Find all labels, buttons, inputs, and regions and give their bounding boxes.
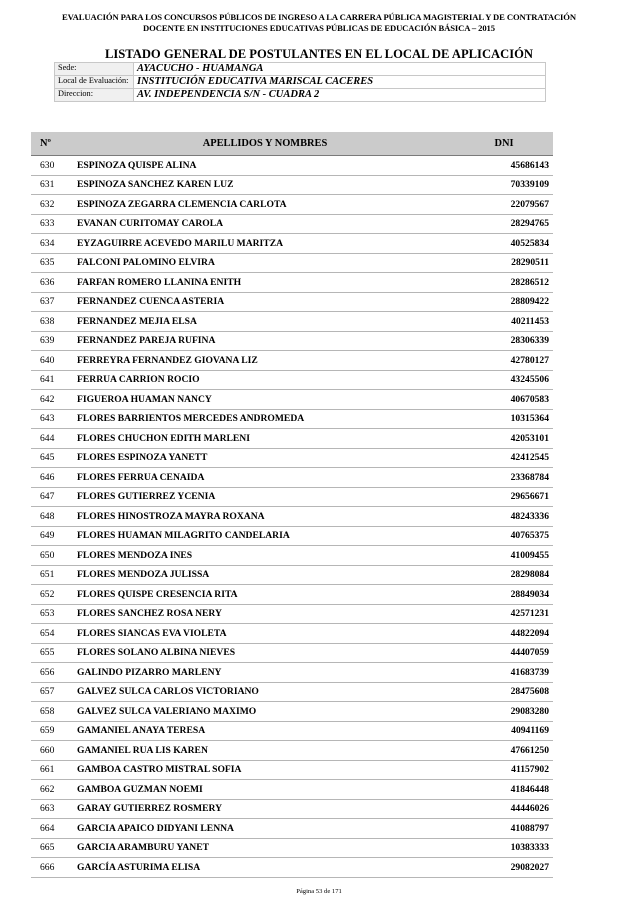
row-dni: 42780127 (455, 351, 553, 371)
table-row (31, 370, 553, 390)
row-dni: 10315364 (455, 409, 553, 429)
info-row-direccion (55, 89, 546, 102)
row-name: FARFAN ROMERO LLANINA ENITH (75, 273, 455, 293)
table-row (31, 546, 553, 566)
table-row (31, 702, 553, 722)
row-dni: 43245506 (455, 370, 553, 390)
column-header-name: APELLIDOS Y NOMBRES (75, 132, 455, 156)
table-row (31, 721, 553, 741)
row-number: 634 (31, 234, 75, 254)
row-name: FLORES SANCHEZ ROSA NERY (75, 604, 455, 624)
row-number: 664 (31, 819, 75, 839)
applicants-table-body (31, 156, 553, 878)
table-row (31, 175, 553, 195)
row-name: FERREYRA FERNANDEZ GIOVANA LIZ (75, 351, 455, 371)
info-label-sede: Sede: (55, 63, 134, 76)
row-number: 652 (31, 585, 75, 605)
row-dni: 40941169 (455, 721, 553, 741)
row-dni: 41009455 (455, 546, 553, 566)
table-row (31, 526, 553, 546)
row-dni: 40525834 (455, 234, 553, 254)
row-number: 649 (31, 526, 75, 546)
row-name: FLORES BARRIENTOS MERCEDES ANDROMEDA (75, 409, 455, 429)
row-name: FLORES MENDOZA JULISSA (75, 565, 455, 585)
row-number: 647 (31, 487, 75, 507)
table-row (31, 390, 553, 410)
row-name: FERNANDEZ PAREJA RUFINA (75, 331, 455, 351)
row-number: 632 (31, 195, 75, 215)
row-number: 643 (31, 409, 75, 429)
row-number: 644 (31, 429, 75, 449)
table-row (31, 838, 553, 858)
table-row (31, 819, 553, 839)
row-dni: 41088797 (455, 819, 553, 839)
column-header-dni: DNI (455, 132, 553, 156)
row-number: 662 (31, 780, 75, 800)
row-dni: 28849034 (455, 585, 553, 605)
row-name: FLORES ESPINOZA YANETT (75, 448, 455, 468)
row-dni: 29083280 (455, 702, 553, 722)
row-number: 658 (31, 702, 75, 722)
row-name: GALVEZ SULCA CARLOS VICTORIANO (75, 682, 455, 702)
row-name: ESPINOZA SANCHEZ KAREN LUZ (75, 175, 455, 195)
table-row (31, 624, 553, 644)
table-row (31, 234, 553, 254)
table-row (31, 741, 553, 761)
row-name: ESPINOZA ZEGARRA CLEMENCIA CARLOTA (75, 195, 455, 215)
table-row (31, 858, 553, 878)
table-row (31, 331, 553, 351)
table-row (31, 351, 553, 371)
info-row-local (55, 76, 546, 89)
row-number: 651 (31, 565, 75, 585)
row-name: ESPINOZA QUISPE ALINA (75, 156, 455, 176)
row-name: FERRUA CARRION ROCIO (75, 370, 455, 390)
column-header-number: Nº (31, 132, 75, 156)
row-name: EYZAGUIRRE ACEVEDO MARILU MARITZA (75, 234, 455, 254)
row-dni: 28475608 (455, 682, 553, 702)
row-name: FLORES HINOSTROZA MAYRA ROXANA (75, 507, 455, 527)
row-dni: 44407059 (455, 643, 553, 663)
info-value-sede: AYACUCHO - HUAMANGA (134, 63, 546, 76)
table-row (31, 604, 553, 624)
row-number: 654 (31, 624, 75, 644)
info-label-direccion: Direccion: (55, 89, 134, 102)
row-name: FLORES SOLANO ALBINA NIEVES (75, 643, 455, 663)
table-row (31, 292, 553, 312)
row-name: EVANAN CURITOMAY CAROLA (75, 214, 455, 234)
row-name: FERNANDEZ CUENCA ASTERIA (75, 292, 455, 312)
row-dni: 40211453 (455, 312, 553, 332)
row-number: 638 (31, 312, 75, 332)
row-name: FLORES HUAMAN MILAGRITO CANDELARIA (75, 526, 455, 546)
applicants-table (31, 132, 553, 878)
row-number: 659 (31, 721, 75, 741)
row-number: 663 (31, 799, 75, 819)
row-name: FLORES SIANCAS EVA VIOLETA (75, 624, 455, 644)
row-number: 645 (31, 448, 75, 468)
row-dni: 44446026 (455, 799, 553, 819)
row-name: GAMANIEL ANAYA TERESA (75, 721, 455, 741)
row-dni: 28290511 (455, 253, 553, 273)
table-row (31, 253, 553, 273)
table-row (31, 195, 553, 215)
row-dni: 23368784 (455, 468, 553, 488)
row-dni: 48243336 (455, 507, 553, 527)
table-row (31, 663, 553, 683)
row-dni: 45686143 (455, 156, 553, 176)
row-number: 665 (31, 838, 75, 858)
row-dni: 22079567 (455, 195, 553, 215)
table-row (31, 682, 553, 702)
row-name: GAMANIEL RUA LIS KAREN (75, 741, 455, 761)
row-name: FLORES MENDOZA INES (75, 546, 455, 566)
table-row (31, 312, 553, 332)
row-dni: 40670583 (455, 390, 553, 410)
table-row (31, 799, 553, 819)
page-title: LISTADO GENERAL DE POSTULANTES EN EL LOCAL DE APLICACIÓN (104, 47, 534, 61)
row-dni: 28286512 (455, 273, 553, 293)
row-dni: 41683739 (455, 663, 553, 683)
row-dni: 10383333 (455, 838, 553, 858)
row-number: 637 (31, 292, 75, 312)
row-dni: 29656671 (455, 487, 553, 507)
row-name: FLORES GUTIERREZ YCENIA (75, 487, 455, 507)
info-label-local: Local de Evaluación: (55, 76, 134, 89)
row-dni: 28298084 (455, 565, 553, 585)
table-row (31, 273, 553, 293)
table-row (31, 585, 553, 605)
table-row (31, 468, 553, 488)
table-row (31, 156, 553, 176)
table-header-row (31, 132, 553, 156)
info-value-direccion: AV. INDEPENDENCIA S/N - CUADRA 2 (134, 89, 546, 102)
row-number: 635 (31, 253, 75, 273)
row-dni: 29082027 (455, 858, 553, 878)
row-number: 639 (31, 331, 75, 351)
table-row (31, 448, 553, 468)
row-number: 633 (31, 214, 75, 234)
table-row (31, 565, 553, 585)
row-name: FERNANDEZ MEJIA ELSA (75, 312, 455, 332)
row-name: FLORES QUISPE CRESENCIA RITA (75, 585, 455, 605)
row-number: 661 (31, 760, 75, 780)
row-number: 646 (31, 468, 75, 488)
row-number: 642 (31, 390, 75, 410)
row-number: 657 (31, 682, 75, 702)
table-row (31, 780, 553, 800)
table-row (31, 487, 553, 507)
row-dni: 28306339 (455, 331, 553, 351)
row-dni: 42412545 (455, 448, 553, 468)
row-dni: 70339109 (455, 175, 553, 195)
row-dni: 40765375 (455, 526, 553, 546)
row-number: 660 (31, 741, 75, 761)
row-number: 630 (31, 156, 75, 176)
row-name: FALCONI PALOMINO ELVIRA (75, 253, 455, 273)
row-dni: 41846448 (455, 780, 553, 800)
row-dni: 28809422 (455, 292, 553, 312)
table-row (31, 760, 553, 780)
row-number: 653 (31, 604, 75, 624)
info-row-sede (55, 63, 546, 76)
row-number: 631 (31, 175, 75, 195)
location-info-table (54, 62, 546, 102)
table-row (31, 643, 553, 663)
row-number: 636 (31, 273, 75, 293)
page-footer: Página 53 de 171 (296, 888, 342, 895)
table-row (31, 429, 553, 449)
row-dni: 47661250 (455, 741, 553, 761)
row-dni: 41157902 (455, 760, 553, 780)
row-number: 655 (31, 643, 75, 663)
row-name: FLORES CHUCHON EDITH MARLENI (75, 429, 455, 449)
row-dni: 42571231 (455, 604, 553, 624)
row-number: 666 (31, 858, 75, 878)
table-row (31, 409, 553, 429)
table-row (31, 214, 553, 234)
row-name: GARCÍA ASTURIMA ELISA (75, 858, 455, 878)
header-line-2: DOCENTE EN INSTITUCIONES EDUCATIVAS PÚBLICAS DE EDUCACIÓN BÁSICA – 2015 (143, 23, 495, 33)
row-name: GAMBOA CASTRO MISTRAL SOFIA (75, 760, 455, 780)
row-name: GARCIA ARAMBURU YANET (75, 838, 455, 858)
row-number: 641 (31, 370, 75, 390)
row-number: 640 (31, 351, 75, 371)
table-row (31, 507, 553, 527)
row-name: GALINDO PIZARRO MARLENY (75, 663, 455, 683)
row-dni: 28294765 (455, 214, 553, 234)
row-dni: 44822094 (455, 624, 553, 644)
row-name: GAMBOA GUZMAN NOEMI (75, 780, 455, 800)
row-name: GARCIA APAICO DIDYANI LENNA (75, 819, 455, 839)
row-number: 650 (31, 546, 75, 566)
row-number: 648 (31, 507, 75, 527)
row-name: FLORES FERRUA CENAIDA (75, 468, 455, 488)
row-name: GALVEZ SULCA VALERIANO MAXIMO (75, 702, 455, 722)
header-line-1: EVALUACIÓN PARA LOS CONCURSOS PÚBLICOS DE INGRESO A LA CARRERA PÚBLICA MAGISTERIAL Y DE CONTRATACIÓN (62, 12, 576, 22)
row-dni: 42053101 (455, 429, 553, 449)
row-name: GARAY GUTIERREZ ROSMERY (75, 799, 455, 819)
row-number: 656 (31, 663, 75, 683)
info-value-local: INSTITUCIÓN EDUCATIVA MARISCAL CACERES (134, 76, 546, 89)
row-name: FIGUEROA HUAMAN NANCY (75, 390, 455, 410)
